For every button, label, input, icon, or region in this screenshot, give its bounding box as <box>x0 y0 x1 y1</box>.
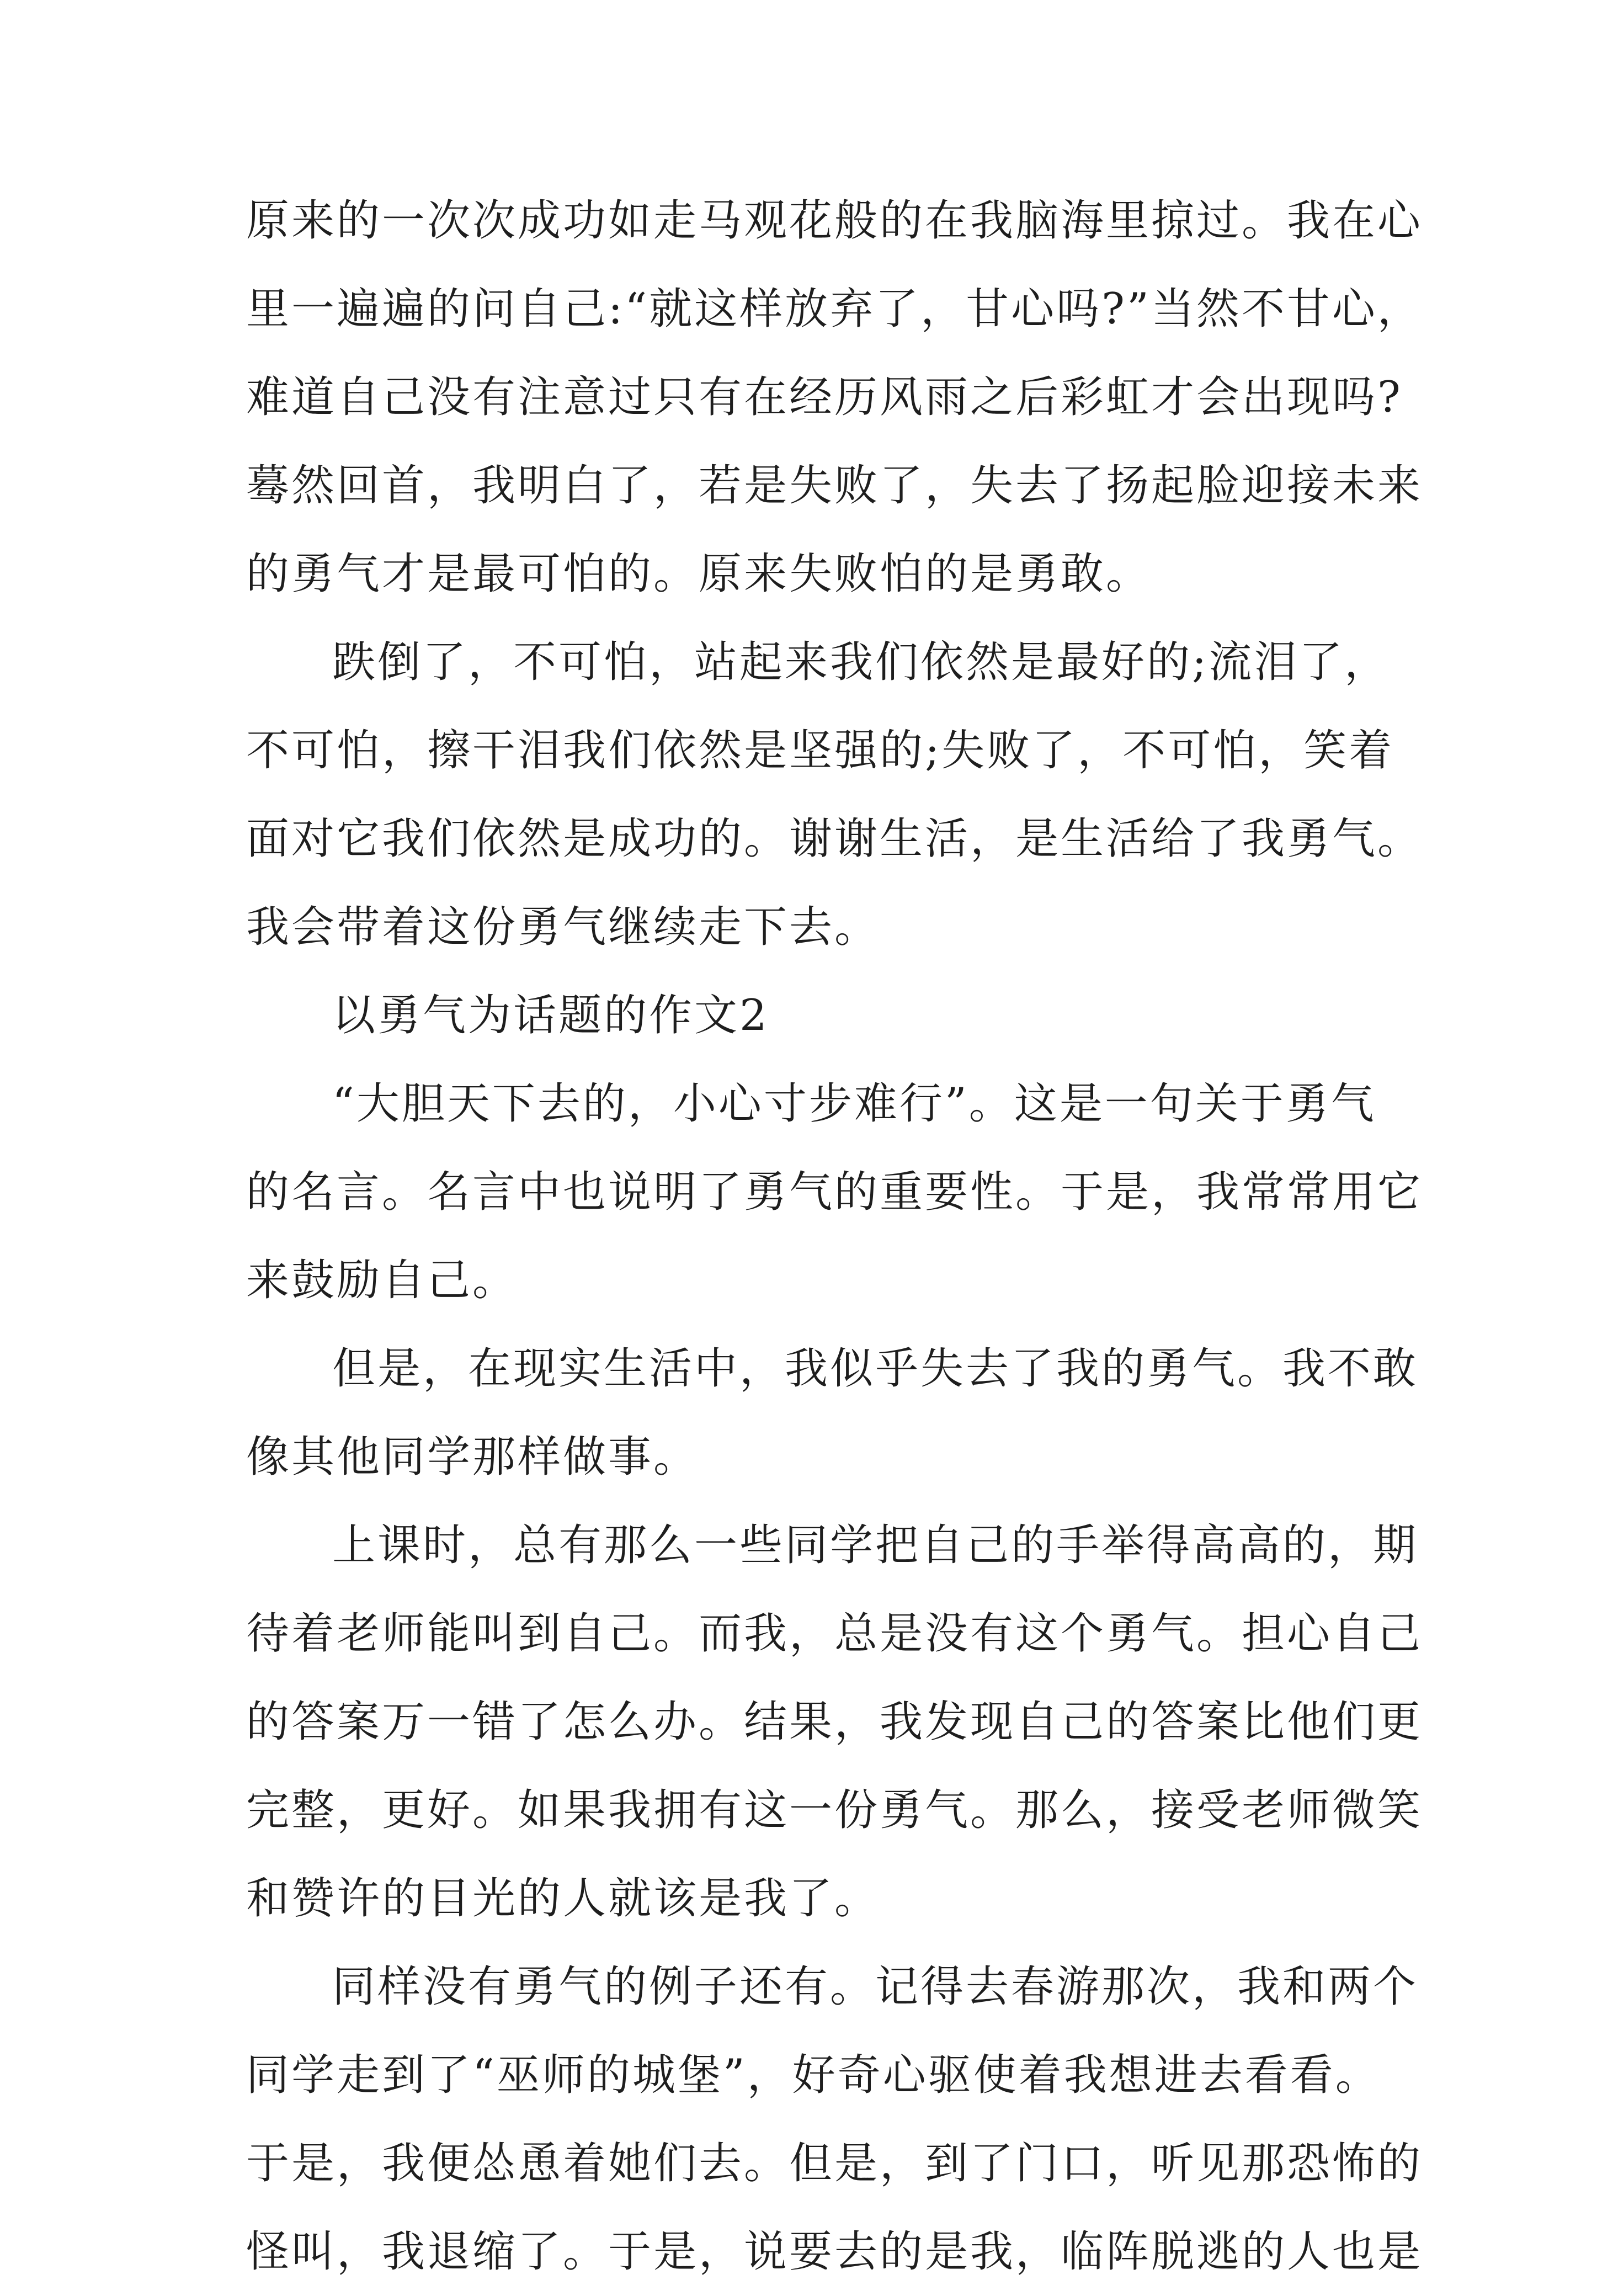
text-line: 的勇气才是最可怕的。原来失败怕的是勇敢。 <box>246 549 1152 599</box>
paragraph-1 <box>246 177 1423 618</box>
document-body <box>246 177 1423 2296</box>
text-line: 同样没有勇气的例子还有。记得去春游那次，我和两个 <box>332 1962 1419 2012</box>
text-line: 我会带着这份勇气继续走下去。 <box>246 902 880 952</box>
text-line: 的名言。名言中也说明了勇气的重要性。于是，我常常用它 <box>246 1167 1423 1217</box>
text-line: 里一遍遍的问自己:“就这样放弃了，甘心吗?”当然不甘心， <box>246 284 1423 334</box>
paragraph-2 <box>246 618 1423 971</box>
section-heading <box>246 971 1383 1060</box>
text-line: 不可怕，擦干泪我们依然是坚强的;失败了，不可怕，笑着 <box>246 726 1394 775</box>
paragraph-5 <box>246 1501 1423 1943</box>
text-line: 上课时，总有那么一些同学把自己的手举得高高的，期 <box>332 1521 1419 1570</box>
paragraph-4 <box>246 1325 1419 1501</box>
text-line: 完整，更好。如果我拥有这一份勇气。那么，接受老师微笑 <box>246 1785 1423 1835</box>
text-line: 跌倒了，不可怕，站起来我们依然是最好的;流泪了， <box>332 637 1390 687</box>
paragraph-3 <box>246 1060 1423 1325</box>
text-line: 难道自己没有注意过只有在经历风雨之后彩虹才会出现吗? <box>246 373 1403 422</box>
text-line: 蓦然回首，我明白了，若是失败了，失去了扬起脸迎接未来 <box>246 461 1423 511</box>
heading-text: 以勇气为话题的作文2 <box>332 991 769 1040</box>
text-line: 原来的一次次成功如走马观花般的在我脑海里掠过。我在心 <box>246 196 1423 246</box>
text-line: 面对它我们依然是成功的。谢谢生活，是生活给了我勇气。 <box>246 814 1423 864</box>
text-line: 待着老师能叫到自己。而我，总是没有这个勇气。担心自己 <box>246 1609 1423 1659</box>
text-line: 像其他同学那样做事。 <box>246 1432 699 1482</box>
text-line: “大胆天下去的，小心寸步难行”。这是一句关于勇气 <box>332 1079 1376 1129</box>
text-line: 的答案万一错了怎么办。结果，我发现自己的答案比他们更 <box>246 1697 1423 1747</box>
text-line: 来鼓励自己。 <box>246 1256 518 1305</box>
text-line: 于是，我便怂恿着她们去。但是，到了门口，听见那恐怖的 <box>246 2139 1423 2188</box>
text-line: 怪叫，我退缩了。于是，说要去的是我，临阵脱逃的人也是 <box>246 2227 1423 2277</box>
text-line: 同学走到了“巫师的城堡”，好奇心驱使着我想进去看看。 <box>246 2050 1381 2100</box>
paragraph-6 <box>246 1943 1423 2296</box>
text-line: 但是，在现实生活中，我似乎失去了我的勇气。我不敢 <box>332 1344 1419 1394</box>
text-line: 和赞许的目光的人就该是我了。 <box>246 1874 880 1923</box>
